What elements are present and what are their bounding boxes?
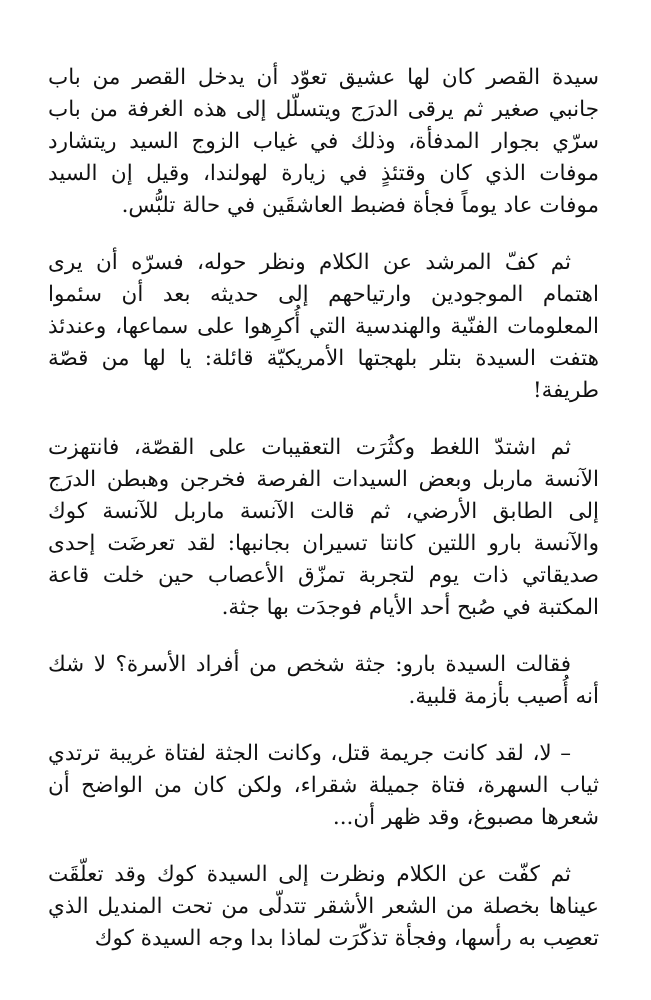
paragraph-5: – لا، لقد كانت جريمة قتل، وكانت الجثة لفتاة غريبة ترتدي ثياب السهرة، فتاة جميلة شقراء، ولكن كان من الواضح أن شعرها مصبوغ، وقد ظهر أن... [48,741,599,830]
paragraph-2: ثم كفّ المرشد عن الكلام ونظر حوله، فسرّه أن يرى اهتمام الموجودين وارتياحهم إلى حديثه بعد أن سئموا المعلومات الفنّية والهندسية التي أُكرِهوا على سماعها، وعندئذ هتفت السيدة بتلر بلهجتها الأمريكيّة قائلة: يا لها من قصّة طريفة! [48,250,599,403]
paragraph-4: فقالت السيدة بارو: جثة شخص من أفراد الأسرة؟ لا شك أنه أُصيب بأزمة قلبية. [48,652,599,709]
paragraph-1: سيدة القصر كان لها عشيق تعوّد أن يدخل القصر من باب جانبي صغير ثم يرقى الدرَج ويتسلّل إلى هذه الغرفة من باب سرّي بجوار المدفأة، وذلك في غياب الزوج السيد ريتشارد موفات الذي كان وقتئذٍ في زيارة لهولندا، وقيل إن السيد موفات عاد يوماً فجأة فضبط العاشقَين في حالة تلبُّس. [48,65,599,218]
paragraph-3: ثم اشتدّ اللغط وكثُرَت التعقيبات على القصّة، فانتهزت الآنسة ماربل وبعض السيدات الفرصة فخرجن وهبطن الدرَج إلى الطابق الأرضي، ثم قالت الآنسة ماربل للآنسة كوك والآنسة بارو اللتين كانتا تسيران بجانبها: لقد تعرضَت إحدى صديقاتي ذات يوم لتجربة تمزّق الأعصاب حين خلت قاعة المكتبة في صُبح أحد الأيام فوجدَت بها جثة. [48,435,599,620]
paragraph-6: ثم كفّت عن الكلام ونظرت إلى السيدة كوك وقد تعلّقَت عيناها بخصلة من الشعر الأشقر تتدلّى من تحت المنديل الذي تعصِب به رأسها، وفجأة تذكّرَت لماذا بدا وجه السيدة كوك [48,862,599,951]
